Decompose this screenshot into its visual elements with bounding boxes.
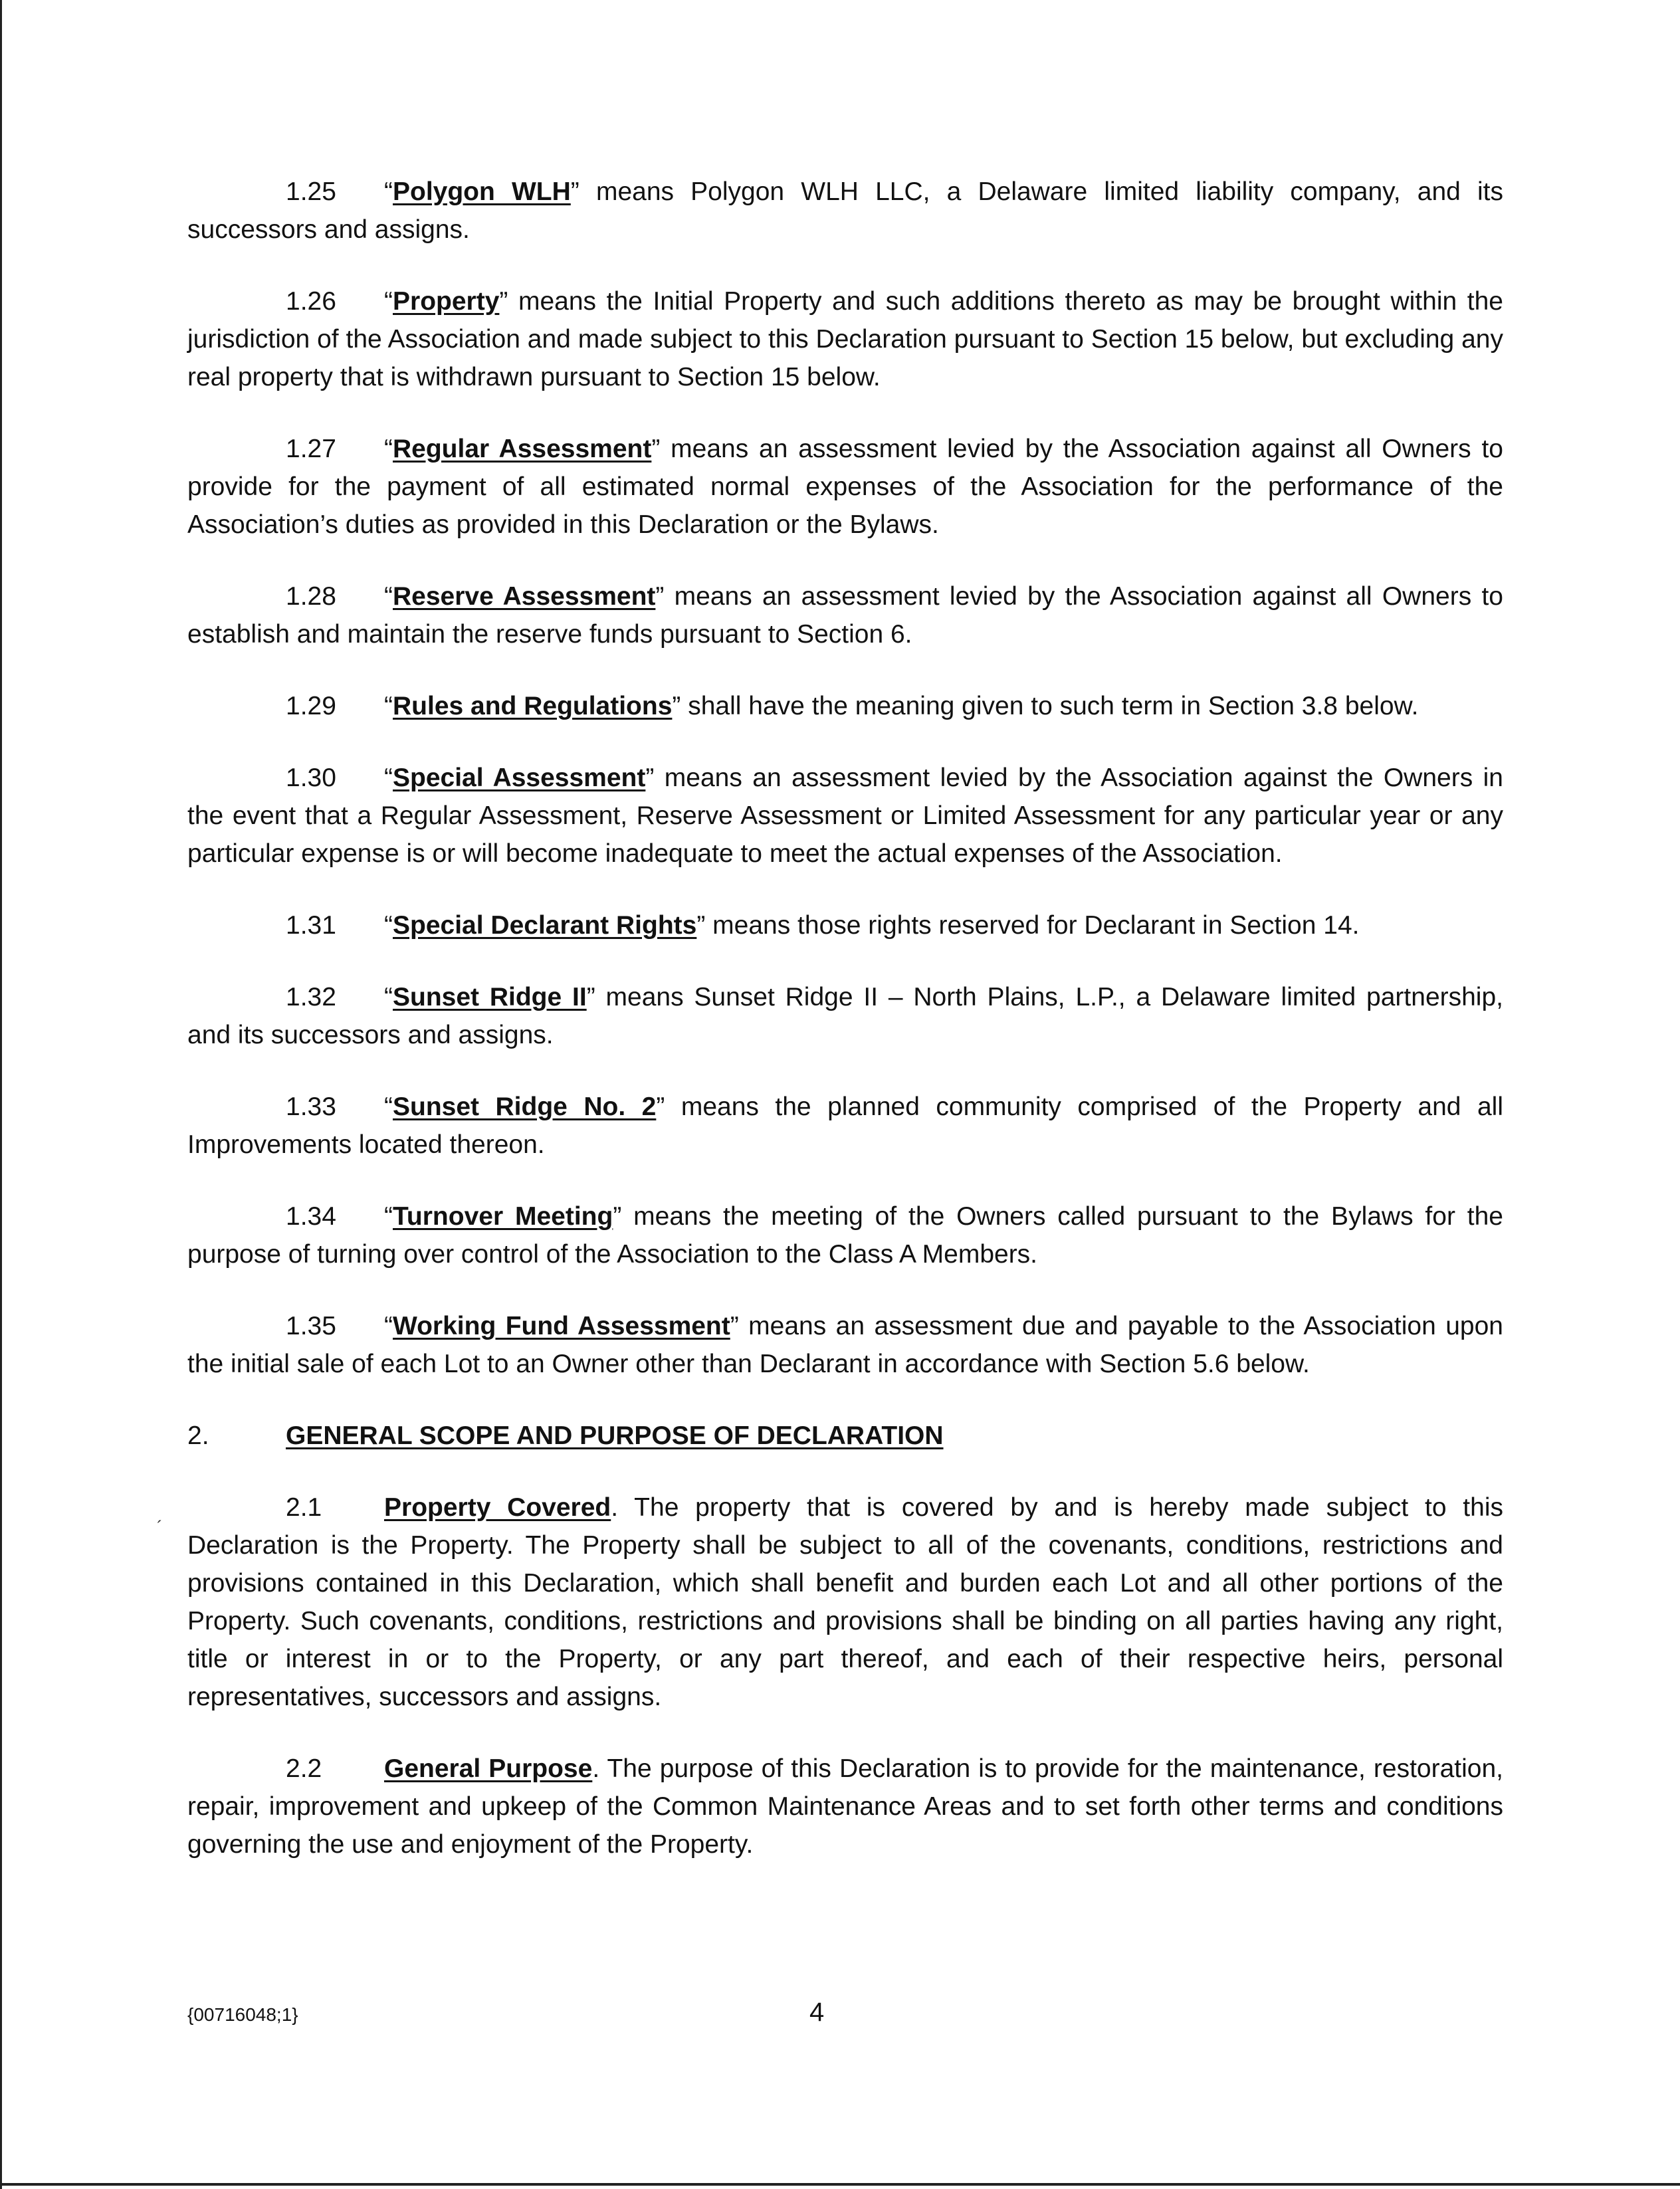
open-quote: “ bbox=[384, 582, 393, 611]
open-quote: “ bbox=[384, 911, 393, 940]
open-quote: “ bbox=[384, 1312, 393, 1340]
open-quote: “ bbox=[384, 983, 393, 1011]
defined-term: Special Declarant Rights bbox=[393, 911, 697, 940]
open-quote: “ bbox=[384, 177, 393, 206]
margin-mark: ´ bbox=[157, 1517, 163, 1537]
defined-term: Turnover Meeting bbox=[393, 1202, 613, 1231]
scan-edge-left bbox=[0, 0, 2, 2189]
section-paragraph bbox=[187, 1750, 1503, 1863]
close-quote: ” bbox=[586, 983, 595, 1011]
section-title: GENERAL SCOPE AND PURPOSE OF DECLARATION bbox=[286, 1421, 944, 1450]
paragraph-number: 2.1 bbox=[286, 1493, 322, 1522]
close-quote: ” bbox=[672, 692, 681, 720]
definition-paragraph bbox=[187, 687, 1503, 725]
section-number: 2. bbox=[187, 1421, 209, 1450]
document-body bbox=[187, 173, 1503, 1897]
definition-paragraph bbox=[187, 577, 1503, 653]
open-quote: “ bbox=[384, 1093, 393, 1121]
defined-term: Regular Assessment bbox=[393, 435, 652, 463]
definition-paragraph bbox=[187, 173, 1503, 249]
page-number: 4 bbox=[809, 1998, 825, 2027]
section-heading bbox=[187, 1417, 1503, 1455]
open-quote: “ bbox=[384, 692, 393, 720]
subsection-title: General Purpose bbox=[384, 1754, 593, 1783]
paragraph-number: 1.28 bbox=[286, 582, 336, 611]
paragraph-text: . The property that is covered by and is hereby made subject to this Declaration is the Property. The Property shall be subject to all of the covenants, conditions, restrictions and provisions contained in this Declaration, which shall benefit and burden each Lot and all other portions of the Property. Such covenants, conditions, restrictions and provisions shall be binding on all parties having any right, title or interest in or to the Property, or any part thereof, and each of their respective heirs, personal representatives, successors and assigns. bbox=[187, 1493, 1503, 1711]
open-quote: “ bbox=[384, 435, 393, 463]
definition-text: means Polygon WLH LLC, a Delaware limited liability company, and its successors and assigns. bbox=[187, 177, 1504, 244]
definition-text: means an assessment due and payable to the Association upon the initial sale of each Lot to an Owner other than Declarant in accordance with Section 5.6 below. bbox=[187, 1312, 1503, 1378]
definition-paragraph bbox=[187, 282, 1503, 396]
definition-paragraph bbox=[187, 978, 1503, 1054]
open-quote: “ bbox=[384, 287, 393, 316]
definition-text: means an assessment levied by the Association against all Owners to establish and maintain the reserve funds pursuant to Section 6. bbox=[187, 582, 1503, 649]
definition-text: means an assessment levied by the Association against the Owners in the event that a Regular Assessment, Reserve Assessment or Limited Assessment for any particular year or any particular expense is or will become inadequate to meet the actual expenses of the Association. bbox=[187, 764, 1503, 868]
footer-document-id: {00716048;1} bbox=[187, 2004, 298, 2025]
close-quote: ” bbox=[656, 1093, 665, 1121]
subsection-title: Property Covered bbox=[384, 1493, 611, 1522]
definition-paragraph bbox=[187, 1307, 1503, 1383]
scan-edge-bottom bbox=[0, 2183, 1680, 2186]
definition-paragraph bbox=[187, 430, 1503, 544]
close-quote: ” bbox=[730, 1312, 739, 1340]
definition-paragraph bbox=[187, 1198, 1503, 1273]
close-quote: ” bbox=[696, 911, 706, 940]
definition-paragraph bbox=[187, 906, 1503, 944]
definition-text: means an assessment levied by the Association against all Owners to provide for the payment of all estimated normal expenses of the Association for the performance of the Association’s duties as provided in this Declaration or the Bylaws. bbox=[187, 435, 1503, 539]
close-quote: ” bbox=[651, 435, 661, 463]
close-quote: ” bbox=[655, 582, 665, 611]
definition-text: means Sunset Ridge II – North Plains, L.P., a Delaware limited partnership, and its successors and assigns. bbox=[187, 983, 1503, 1049]
paragraph-number: 1.33 bbox=[286, 1093, 336, 1121]
close-quote: ” bbox=[613, 1202, 622, 1231]
paragraph-number: 1.34 bbox=[286, 1202, 336, 1231]
section-paragraph bbox=[187, 1489, 1503, 1716]
close-quote: ” bbox=[570, 177, 579, 206]
definition-text: means the Initial Property and such additions thereto as may be brought within the jurisdiction of the Association and made subject to this Declaration pursuant to Section 15 below, but excluding any real property that is withdrawn pursuant to Section 15 below. bbox=[187, 287, 1503, 391]
definition-text: means those rights reserved for Declarant in Section 14. bbox=[705, 911, 1360, 940]
defined-term: Working Fund Assessment bbox=[393, 1312, 730, 1340]
paragraph-number: 1.26 bbox=[286, 287, 336, 316]
paragraph-number: 1.32 bbox=[286, 983, 336, 1011]
paragraph-number: 1.30 bbox=[286, 764, 336, 792]
definition-paragraph bbox=[187, 759, 1503, 873]
definition-text: means the planned community comprised of the Property and all Improvements located thereon. bbox=[187, 1093, 1503, 1159]
definition-text: shall have the meaning given to such term in Section 3.8 below. bbox=[681, 692, 1419, 720]
defined-term: Sunset Ridge No. 2 bbox=[393, 1093, 657, 1121]
defined-term: Rules and Regulations bbox=[393, 692, 673, 720]
paragraph-number: 2.2 bbox=[286, 1754, 322, 1783]
paragraph-text: . The purpose of this Declaration is to provide for the maintenance, restoration, repair, improvement and upkeep of the Common Maintenance Areas and to set forth other terms and conditions governing the use and enjoyment of the Property. bbox=[187, 1754, 1503, 1859]
close-quote: ” bbox=[645, 764, 655, 792]
definition-text: means the meeting of the Owners called pursuant to the Bylaws for the purpose of turning over control of the Association to the Class A Members. bbox=[187, 1202, 1503, 1269]
defined-term: Polygon WLH bbox=[393, 177, 571, 206]
defined-term: Sunset Ridge II bbox=[393, 983, 587, 1011]
close-quote: ” bbox=[499, 287, 508, 316]
paragraph-number: 1.31 bbox=[286, 911, 336, 940]
defined-term: Reserve Assessment bbox=[393, 582, 656, 611]
definition-paragraph bbox=[187, 1088, 1503, 1164]
paragraph-number: 1.27 bbox=[286, 435, 336, 463]
defined-term: Property bbox=[393, 287, 500, 316]
paragraph-number: 1.35 bbox=[286, 1312, 336, 1340]
paragraph-number: 1.29 bbox=[286, 692, 336, 720]
open-quote: “ bbox=[384, 1202, 393, 1231]
defined-term: Special Assessment bbox=[393, 764, 646, 792]
open-quote: “ bbox=[384, 764, 393, 792]
paragraph-number: 1.25 bbox=[286, 177, 336, 206]
